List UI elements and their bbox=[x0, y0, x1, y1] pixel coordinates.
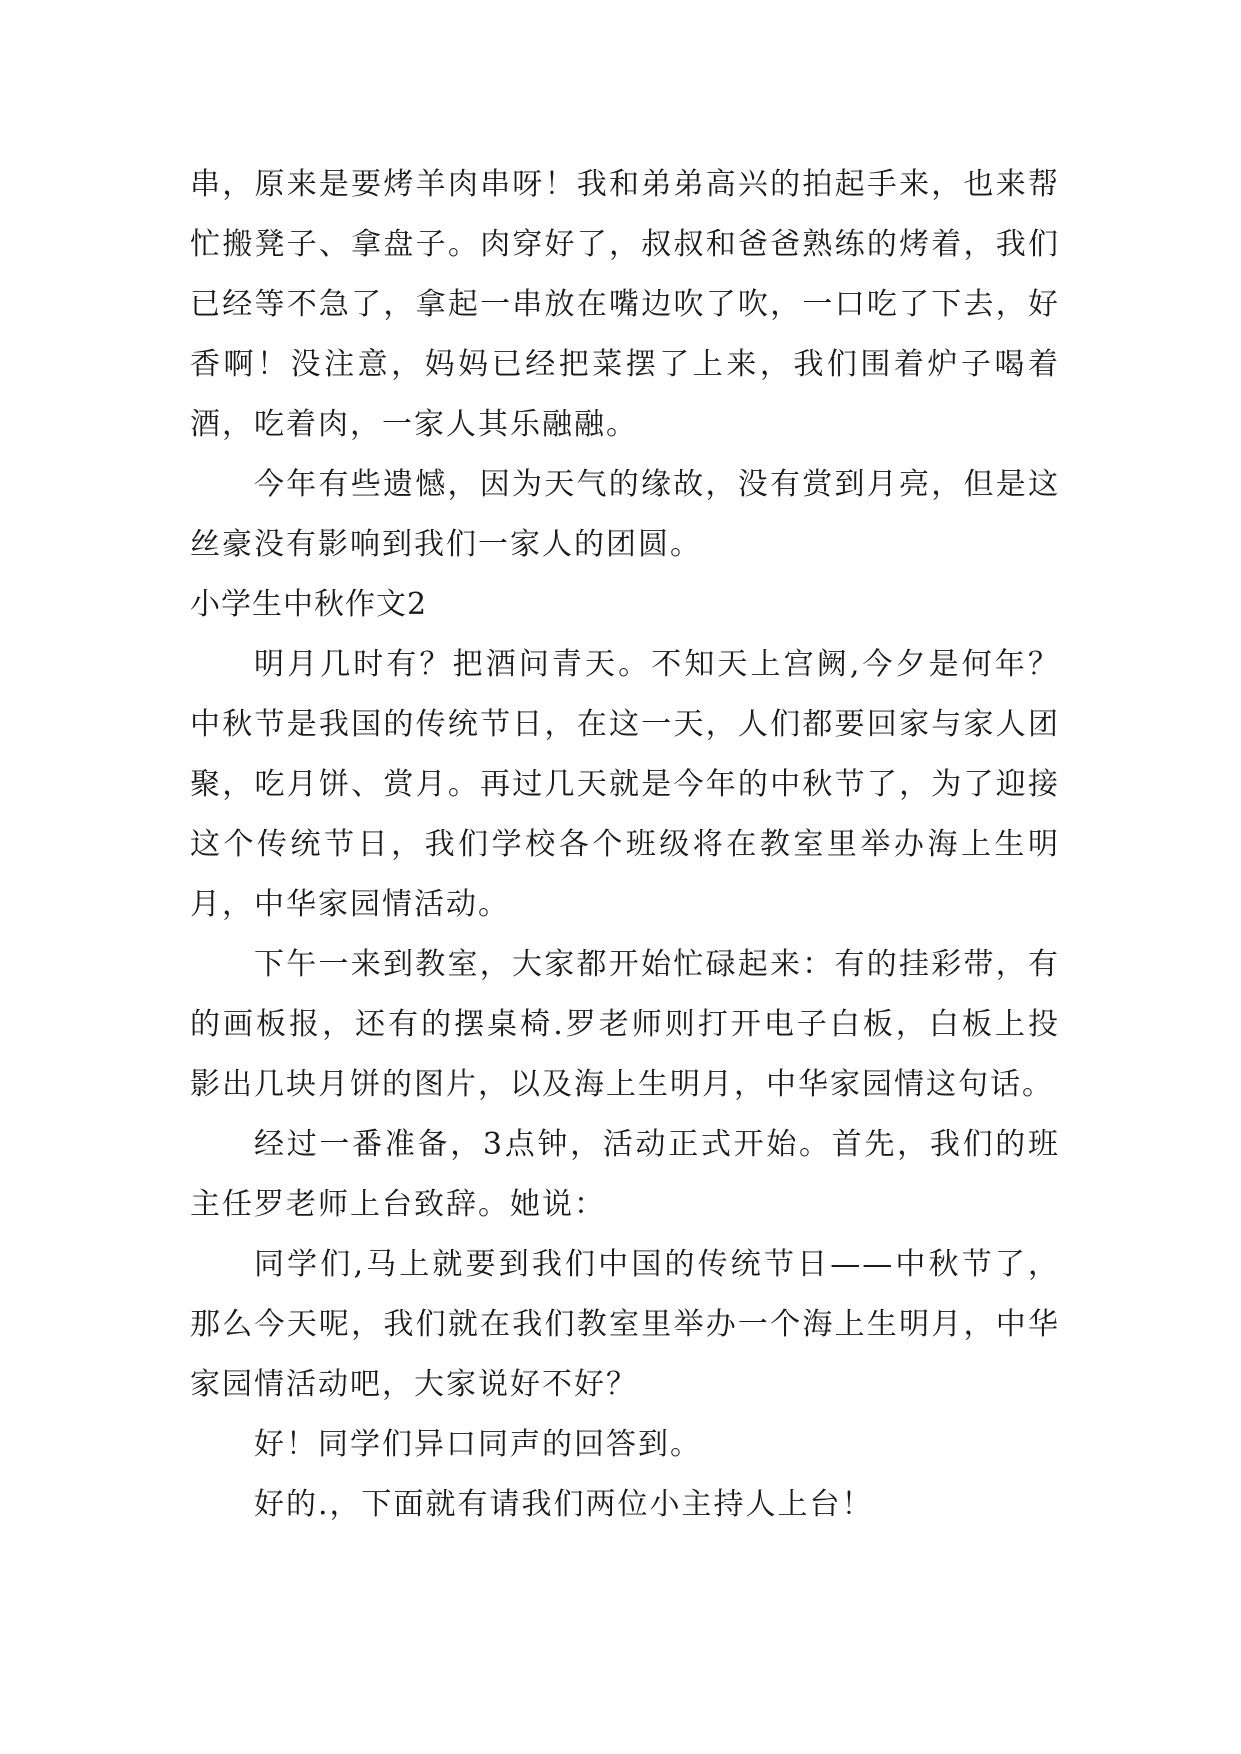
paragraph: 同学们,马上就要到我们中国的传统节日——中秋节了，那么今天呢，我们就在我们教室里举办一个海上生明月，中华家园情活动吧，大家说好不好？ bbox=[190, 1247, 1060, 1402]
paragraph: 今年有些遗憾，因为天气的缘故，没有赏到月亮，但是这丝豪没有影响到我们一家人的团圆。 bbox=[190, 467, 1060, 562]
paragraph-continued: 串，原来是要烤羊肉串呀！我和弟弟高兴的拍起手来，也来帮忙搬凳子、拿盘子。肉穿好了，叔叔和爸爸熟练的烤着，我们已经等不急了，拿起一串放在嘴边吹了吹，一口吃了下去，好香啊！没注意，妈妈已经把菜摆了上来，我们围着炉子喝着酒，吃着肉，一家人其乐融融。 bbox=[190, 167, 1060, 442]
paragraph: 经过一番准备，3点钟，活动正式开始。首先，我们的班主任罗老师上台致辞。她说： bbox=[190, 1127, 1060, 1222]
paragraph: 好的.，下面就有请我们两位小主持人上台！ bbox=[254, 1487, 874, 1522]
paragraph: 明月几时有？把酒问青天。不知天上宫阙,今夕是何年？中秋节是我国的传统节日，在这一天，人们都要回家与家人团聚，吃月饼、赏月。再过几天就是今年的中秋节了，为了迎接这个传统节日，我们学校各个班级将在教室里举办海上生明月，中华家园情活动。 bbox=[190, 647, 1060, 922]
paragraph: 下午一来到教室，大家都开始忙碌起来：有的挂彩带，有的画板报，还有的摆桌椅.罗老师则打开电子白板，白板上投影出几块月饼的图片，以及海上生明月，中华家园情这句话。 bbox=[190, 947, 1060, 1102]
essay-body bbox=[190, 155, 1060, 1535]
paragraph: 好！同学们异口同声的回答到。 bbox=[254, 1427, 702, 1462]
essay-heading: 小学生中秋作文2 bbox=[190, 587, 428, 622]
